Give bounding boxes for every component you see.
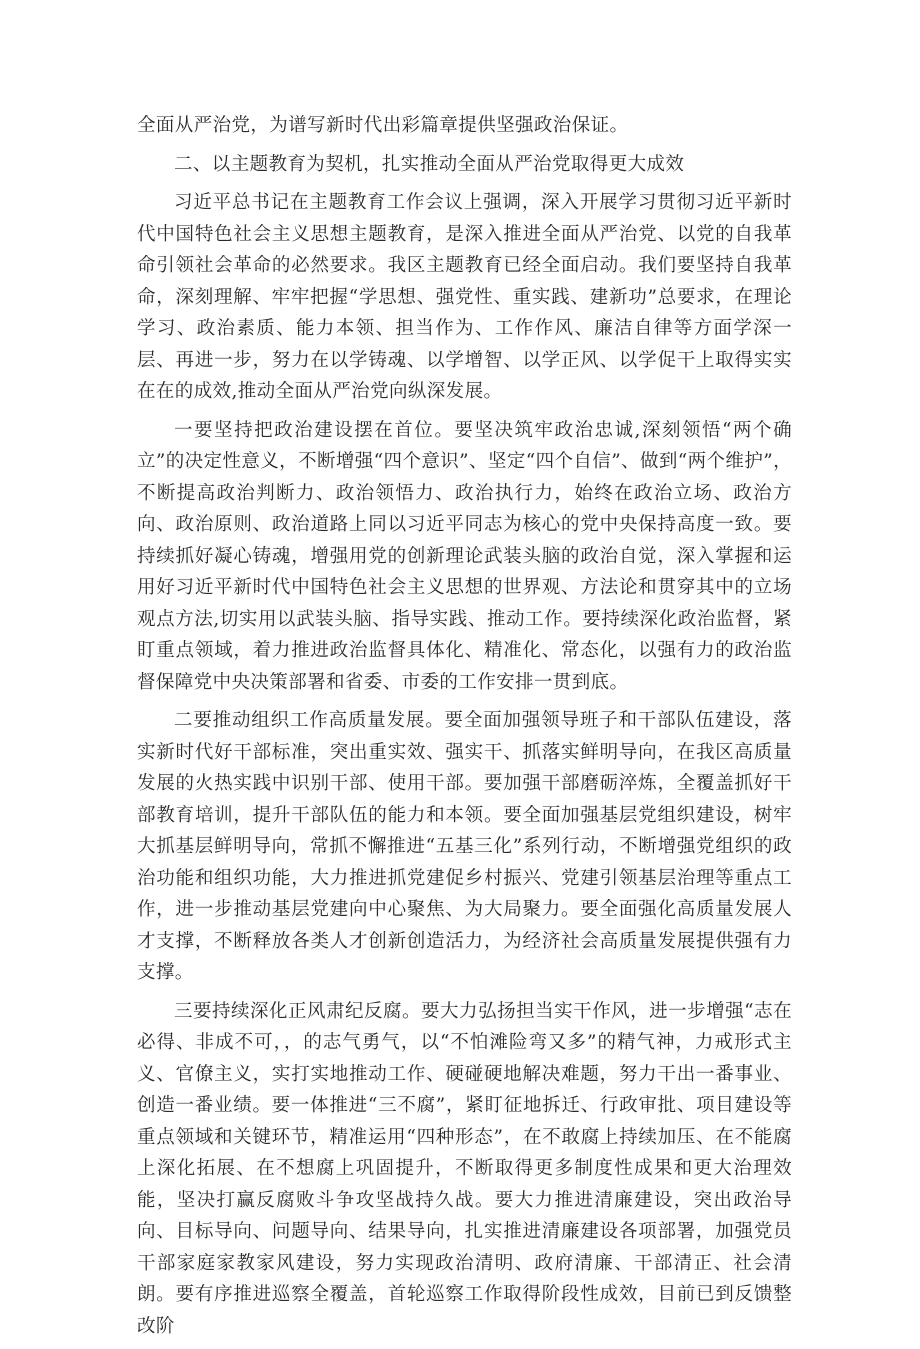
paragraph-anti-corruption: 三要持续深化正风肃纪反腐。要大力弘扬担当实干作风，进一步增强“志在必得、非成不可，，的志气勇气，以“不怕滩险弯又多”的精气神，力戒形式主义、官僚主义，实打实地推动工作、硬碰硬地解决难题，努力干出一番事业、创造一番业绩。要一体推进“三不腐”，紧盯征地拆迁、行政审批、项目建设等重点领域和关键环节，精准运用“四种形态”，在不敢腐上持续加压、在不能腐上深化拓展、在不想腐上巩固提升，不断取得更多制度性成果和更大治理效能，坚决打赢反腐败斗争攻坚战持久战。要大力推进清廉建设，突出政治导向、目标导向、问题导向、结果导向，扎实推进清廉建设各项部署，加强党员干部家庭家教家风建设，努力实现政治清明、政府清廉、干部清正、社会清朗。要有序推进巡察全覆盖，首轮巡察工作取得阶段性成效，目前已到反馈整改阶 [137,1000,792,1337]
document-body [137,110,792,1349]
section-heading: 二、以主题教育为契机，扎实推动全面从严治党取得更大成效 [174,153,685,175]
paragraph-intro: 习近平总书记在主题教育工作会议上强调，深入开展学习贯彻习近平新时代中国特色社会主义思想主题教育，是深入推进全面从严治党、以党的自我革命引领社会革命的必然要求。我区主题教育已经全面启动。我们要坚持自我革命，深刻理解、牢牢把握“学思想、强党性、重实践、建新功”总要求，在理论学习、政治素质、能力本领、担当作为、工作作风、廉洁自律等方面学深一层、再进一步，努力在以学铸魂、以学增智、以学正风、以学促干上取得实实在在的成效,推动全面从严治党向纵深发展。 [137,192,792,402]
paragraph-political-building: 一要坚持把政治建设摆在首位。要坚决筑牢政治忠诚,深刻领悟“两个确立”的决定性意义，不断增强“四个意识”、坚定“四个自信”、做到“两个维护”，不断提高政治判断力、政治领悟力、政治执行力，始终在政治立场、政治方向、政治原则、政治道路上同以习近平同志为核心的党中央保持高度一致。要持续抓好凝心铸魂，增强用党的创新理论武装头脑的政治自觉，深入掌握和运用好习近平新时代中国特色社会主义思想的世界观、方法论和贯穿其中的立场观点方法,切实用以武装头脑、指导实践、推动工作。要持续深化政治监督，紧盯重点领域，着力推进政治监督具体化、精准化、常态化，以强有力的政治监督保障党中央决策部署和省委、市委的工作安排一贯到底。 [137,419,792,693]
paragraph-continuation: 全面从严治党，为谱写新时代出彩篇章提供坚强政治保证。 [137,115,629,136]
paragraph-organization-work: 二要推动组织工作高质量发展。要全面加强领导班子和干部队伍建设，落实新时代好干部标准，突出重实效、强实干、抓落实鲜明导向，在我区高质量发展的火热实践中识别干部、使用干部。要加强干部磨砺淬炼，全覆盖抓好干部教育培训，提升干部队伍的能力和本领。要全面加强基层党组织建设，树牢大抓基层鲜明导向，常抓不懈推进“五基三化”系列行动，不断增强党组织的政治功能和组织功能，大力推进抓党建促乡村振兴、党建引领基层治理等重点工作，进一步推动基层党建向中心聚焦、为大局聚力。要全面强化高质量发展人才支撑，不断释放各类人才创新创造活力，为经济社会高质量发展提供强有力支撑。 [137,710,792,983]
